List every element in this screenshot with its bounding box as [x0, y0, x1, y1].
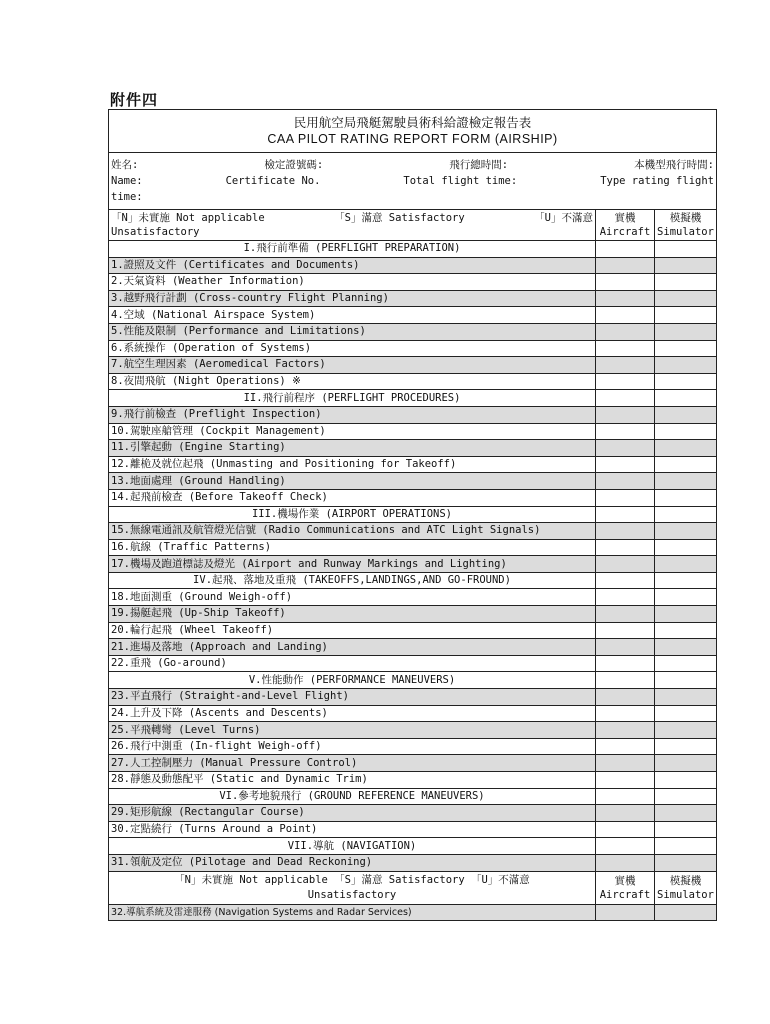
total-label-en: Total flight time:	[403, 175, 518, 187]
section-row	[109, 672, 717, 689]
item-label: 24.上升及下降 (Ascents and Descents)	[109, 705, 596, 722]
item-row	[109, 440, 717, 457]
name-label-zh: 姓名:	[111, 159, 139, 171]
pilot-info	[109, 153, 717, 210]
aircraft-check-cell[interactable]	[596, 772, 655, 789]
aircraft-check-cell[interactable]	[596, 290, 655, 307]
aircraft-header-en: Aircraft	[599, 226, 651, 238]
aircraft-check-cell[interactable]	[596, 307, 655, 324]
simulator-check-cell[interactable]	[655, 606, 717, 623]
item-label: 32.導航系統及雷達服務 (Navigation Systems and Radar Services)	[109, 904, 596, 921]
legend-row-repeat	[109, 871, 717, 904]
simulator-check-cell[interactable]	[655, 705, 717, 722]
section-title: VII.導航 (NAVIGATION)	[109, 838, 596, 855]
item-label: 12.離桅及就位起飛 (Unmasting and Positioning for Takeoff)	[109, 456, 596, 473]
item-label: 26.飛行中測重 (In-flight Weigh-off)	[109, 738, 596, 755]
aircraft-check-cell[interactable]	[596, 788, 655, 805]
aircraft-check-cell[interactable]	[596, 241, 655, 258]
section-row	[109, 506, 717, 523]
item-label: 10.駕駛座艙管理 (Cockpit Management)	[109, 423, 596, 440]
legend-u-en: Unsatisfactory	[111, 226, 200, 238]
simulator-check-cell[interactable]	[655, 821, 717, 838]
simulator-check-cell[interactable]	[655, 357, 717, 374]
section-row	[109, 838, 717, 855]
item-label: 3.越野飛行計劃 (Cross-country Flight Planning)	[109, 290, 596, 307]
type-label-en: Type rating flight	[600, 175, 714, 187]
item-label: 20.輪行起飛 (Wheel Takeoff)	[109, 622, 596, 639]
item-label: 23.平直飛行 (Straight-and-Level Flight)	[109, 689, 596, 706]
aircraft-check-cell[interactable]	[596, 340, 655, 357]
item-row	[109, 821, 717, 838]
item-label: 9.飛行前檢查 (Preflight Inspection)	[109, 406, 596, 423]
item-row	[109, 655, 717, 672]
item-row	[109, 489, 717, 506]
item-row	[109, 373, 717, 390]
aircraft-check-cell[interactable]	[596, 655, 655, 672]
simulator-check-cell[interactable]	[655, 722, 717, 739]
aircraft-check-cell[interactable]	[596, 423, 655, 440]
aircraft-check-cell[interactable]	[596, 406, 655, 423]
item-label: 22.重飛 (Go-around)	[109, 655, 596, 672]
item-row	[109, 423, 717, 440]
simulator-check-cell[interactable]	[655, 406, 717, 423]
item-label: 7.航空生理因素 (Aeromedical Factors)	[109, 357, 596, 374]
simulator-header-en: Simulator	[657, 226, 714, 238]
section-row	[109, 390, 717, 407]
section-title: VI.參考地貌飛行 (GROUND REFERENCE MANEUVERS)	[109, 788, 596, 805]
simulator-check-cell[interactable]	[655, 290, 717, 307]
legend2-line1: 「N」未實施 Not applicable 「S」滿意 Satisfactory 「U」不滿意	[174, 873, 530, 886]
aircraft-check-cell[interactable]	[596, 854, 655, 871]
aircraft-header-en: Aircraft	[599, 888, 651, 901]
item-label: 18.地面測重 (Ground Weigh-off)	[109, 589, 596, 606]
simulator-check-cell[interactable]	[655, 506, 717, 523]
simulator-check-cell[interactable]	[655, 805, 717, 822]
item-row	[109, 854, 717, 871]
item-row	[109, 639, 717, 656]
simulator-check-cell[interactable]	[655, 655, 717, 672]
item-label: 14.起飛前檢查 (Before Takeoff Check)	[109, 489, 596, 506]
aircraft-check-cell[interactable]	[596, 689, 655, 706]
section-title: II.飛行前程序 (PERFLIGHT PROCEDURES)	[109, 390, 596, 407]
title-english: CAA PILOT RATING REPORT FORM (AIRSHIP)	[267, 132, 558, 146]
total-label-zh: 飛行總時間:	[449, 159, 509, 171]
simulator-check-cell[interactable]	[655, 622, 717, 639]
simulator-check-cell[interactable]	[655, 854, 717, 871]
aircraft-column-header	[596, 210, 655, 241]
simulator-check-cell[interactable]	[655, 440, 717, 457]
item-row	[109, 257, 717, 274]
item-row	[109, 340, 717, 357]
simulator-check-cell[interactable]	[655, 672, 717, 689]
aircraft-check-cell[interactable]	[596, 539, 655, 556]
item-label: 27.人工控制壓力 (Manual Pressure Control)	[109, 755, 596, 772]
simulator-check-cell[interactable]	[655, 489, 717, 506]
simulator-check-cell[interactable]	[655, 556, 717, 573]
item-label: 17.機場及跑道標誌及燈光 (Airport and Runway Markings and Lighting)	[109, 556, 596, 573]
item-label: 11.引擎起動 (Engine Starting)	[109, 440, 596, 457]
item-row	[109, 622, 717, 639]
legend2-line2: Unsatisfactory	[307, 888, 397, 901]
simulator-column-header	[655, 210, 717, 241]
item-row	[109, 274, 717, 291]
item-label: 1.證照及文件 (Certificates and Documents)	[109, 257, 596, 274]
item-row	[109, 738, 717, 755]
item-label: 25.平飛轉彎 (Level Turns)	[109, 722, 596, 739]
simulator-column-header-repeat	[655, 871, 717, 904]
aircraft-check-cell[interactable]	[596, 639, 655, 656]
simulator-check-cell[interactable]	[655, 274, 717, 291]
item-row	[109, 456, 717, 473]
simulator-check-cell[interactable]	[655, 257, 717, 274]
aircraft-check-cell[interactable]	[596, 606, 655, 623]
aircraft-check-cell[interactable]	[596, 821, 655, 838]
aircraft-check-cell[interactable]	[596, 390, 655, 407]
aircraft-check-cell[interactable]	[596, 323, 655, 340]
simulator-check-cell[interactable]	[655, 755, 717, 772]
item-row	[109, 772, 717, 789]
item-row	[109, 323, 717, 340]
legend-n: 「N」未實施 Not applicable	[111, 212, 265, 224]
item-row	[109, 473, 717, 490]
item-label: 4.空域 (National Airspace System)	[109, 307, 596, 324]
item-row	[109, 307, 717, 324]
aircraft-check-cell[interactable]	[596, 705, 655, 722]
item-row	[109, 705, 717, 722]
item-label: 6.系統操作 (Operation of Systems)	[109, 340, 596, 357]
cert-label-en: Certificate No.	[225, 175, 321, 187]
aircraft-check-cell[interactable]	[596, 572, 655, 589]
simulator-check-cell[interactable]	[655, 241, 717, 258]
simulator-check-cell[interactable]	[655, 639, 717, 656]
item-label: 28.靜態及動態配平 (Static and Dynamic Trim)	[109, 772, 596, 789]
aircraft-check-cell[interactable]	[596, 722, 655, 739]
section-row	[109, 788, 717, 805]
simulator-check-cell[interactable]	[655, 473, 717, 490]
simulator-header-zh: 模擬機	[669, 874, 702, 887]
simulator-check-cell[interactable]	[655, 738, 717, 755]
rating-report-table	[108, 109, 717, 921]
aircraft-check-cell[interactable]	[596, 357, 655, 374]
item-label: 16.航線 (Traffic Patterns)	[109, 539, 596, 556]
aircraft-header-zh: 實機	[614, 212, 636, 224]
item-row	[109, 904, 717, 921]
form-title	[109, 110, 717, 153]
section-title: V.性能動作 (PERFORMANCE MANEUVERS)	[109, 672, 596, 689]
aircraft-column-header-repeat	[596, 871, 655, 904]
item-row	[109, 689, 717, 706]
simulator-check-cell[interactable]	[655, 572, 717, 589]
simulator-check-cell[interactable]	[655, 589, 717, 606]
item-row	[109, 606, 717, 623]
item-row	[109, 539, 717, 556]
name-label-en: Name:	[111, 175, 143, 187]
item-label: 2.天氣資料 (Weather Information)	[109, 274, 596, 291]
simulator-check-cell[interactable]	[655, 838, 717, 855]
simulator-check-cell[interactable]	[655, 788, 717, 805]
section-row	[109, 241, 717, 258]
simulator-header-zh: 模擬機	[669, 212, 702, 224]
aircraft-check-cell[interactable]	[596, 672, 655, 689]
aircraft-check-cell[interactable]	[596, 274, 655, 291]
item-label: 8.夜間飛航 (Night Operations) ※	[109, 373, 596, 390]
item-row	[109, 805, 717, 822]
simulator-check-cell[interactable]	[655, 904, 717, 921]
simulator-check-cell[interactable]	[655, 307, 717, 324]
simulator-check-cell[interactable]	[655, 423, 717, 440]
type-label-zh: 本機型飛行時間:	[634, 159, 714, 171]
simulator-check-cell[interactable]	[655, 373, 717, 390]
item-row	[109, 755, 717, 772]
aircraft-check-cell[interactable]	[596, 755, 655, 772]
item-label: 13.地面處理 (Ground Handling)	[109, 473, 596, 490]
simulator-header-en: Simulator	[657, 888, 714, 901]
item-label: 15.無線電通訊及航管燈光信號 (Radio Communications and ATC Light Signals)	[109, 523, 596, 540]
annex-label: 附件四	[110, 91, 159, 109]
simulator-check-cell[interactable]	[655, 523, 717, 540]
simulator-check-cell[interactable]	[655, 539, 717, 556]
legend-u: 「U」不滿意	[534, 212, 593, 224]
aircraft-check-cell[interactable]	[596, 622, 655, 639]
simulator-check-cell[interactable]	[655, 340, 717, 357]
aircraft-check-cell[interactable]	[596, 473, 655, 490]
rating-legend	[109, 210, 596, 241]
simulator-check-cell[interactable]	[655, 689, 717, 706]
aircraft-check-cell[interactable]	[596, 838, 655, 855]
item-label: 31.領航及定位 (Pilotage and Dead Reckoning)	[109, 854, 596, 871]
item-row	[109, 406, 717, 423]
item-row	[109, 722, 717, 739]
simulator-check-cell[interactable]	[655, 323, 717, 340]
item-row	[109, 556, 717, 573]
cert-label-zh: 檢定證號碼:	[264, 159, 324, 171]
item-label: 21.進場及落地 (Approach and Landing)	[109, 639, 596, 656]
time-label-en: time:	[111, 191, 143, 203]
item-label: 29.矩形航線 (Rectangular Course)	[109, 805, 596, 822]
title-chinese: 民用航空局飛艇駕駛員術科給證檢定報告表	[293, 115, 532, 130]
rating-legend-repeat	[109, 871, 596, 904]
aircraft-check-cell[interactable]	[596, 489, 655, 506]
aircraft-check-cell[interactable]	[596, 506, 655, 523]
simulator-check-cell[interactable]	[655, 390, 717, 407]
item-row	[109, 357, 717, 374]
section-title: III.機場作業 (AIRPORT OPERATIONS)	[109, 506, 596, 523]
aircraft-header-zh: 實機	[614, 874, 636, 887]
aircraft-check-cell[interactable]	[596, 556, 655, 573]
item-row	[109, 589, 717, 606]
simulator-check-cell[interactable]	[655, 772, 717, 789]
item-label: 5.性能及限制 (Performance and Limitations)	[109, 323, 596, 340]
aircraft-check-cell[interactable]	[596, 805, 655, 822]
section-title: IV.起飛、落地及重飛 (TAKEOFFS,LANDINGS,AND GO-FROUND)	[109, 572, 596, 589]
aircraft-check-cell[interactable]	[596, 257, 655, 274]
aircraft-check-cell[interactable]	[596, 589, 655, 606]
title-row	[109, 110, 717, 153]
item-row	[109, 523, 717, 540]
legend-s: 「S」滿意 Satisfactory	[334, 212, 465, 224]
section-row	[109, 572, 717, 589]
aircraft-check-cell[interactable]	[596, 738, 655, 755]
item-label: 30.定點繞行 (Turns Around a Point)	[109, 821, 596, 838]
aircraft-check-cell[interactable]	[596, 904, 655, 921]
aircraft-check-cell[interactable]	[596, 373, 655, 390]
info-row	[109, 153, 717, 210]
legend-row	[109, 210, 717, 241]
simulator-check-cell[interactable]	[655, 456, 717, 473]
section-title: I.飛行前準備 (PERFLIGHT PREPARATION)	[109, 241, 596, 258]
aircraft-check-cell[interactable]	[596, 456, 655, 473]
item-row	[109, 290, 717, 307]
item-label: 19.揚艇起飛 (Up-Ship Takeoff)	[109, 606, 596, 623]
aircraft-check-cell[interactable]	[596, 440, 655, 457]
aircraft-check-cell[interactable]	[596, 523, 655, 540]
